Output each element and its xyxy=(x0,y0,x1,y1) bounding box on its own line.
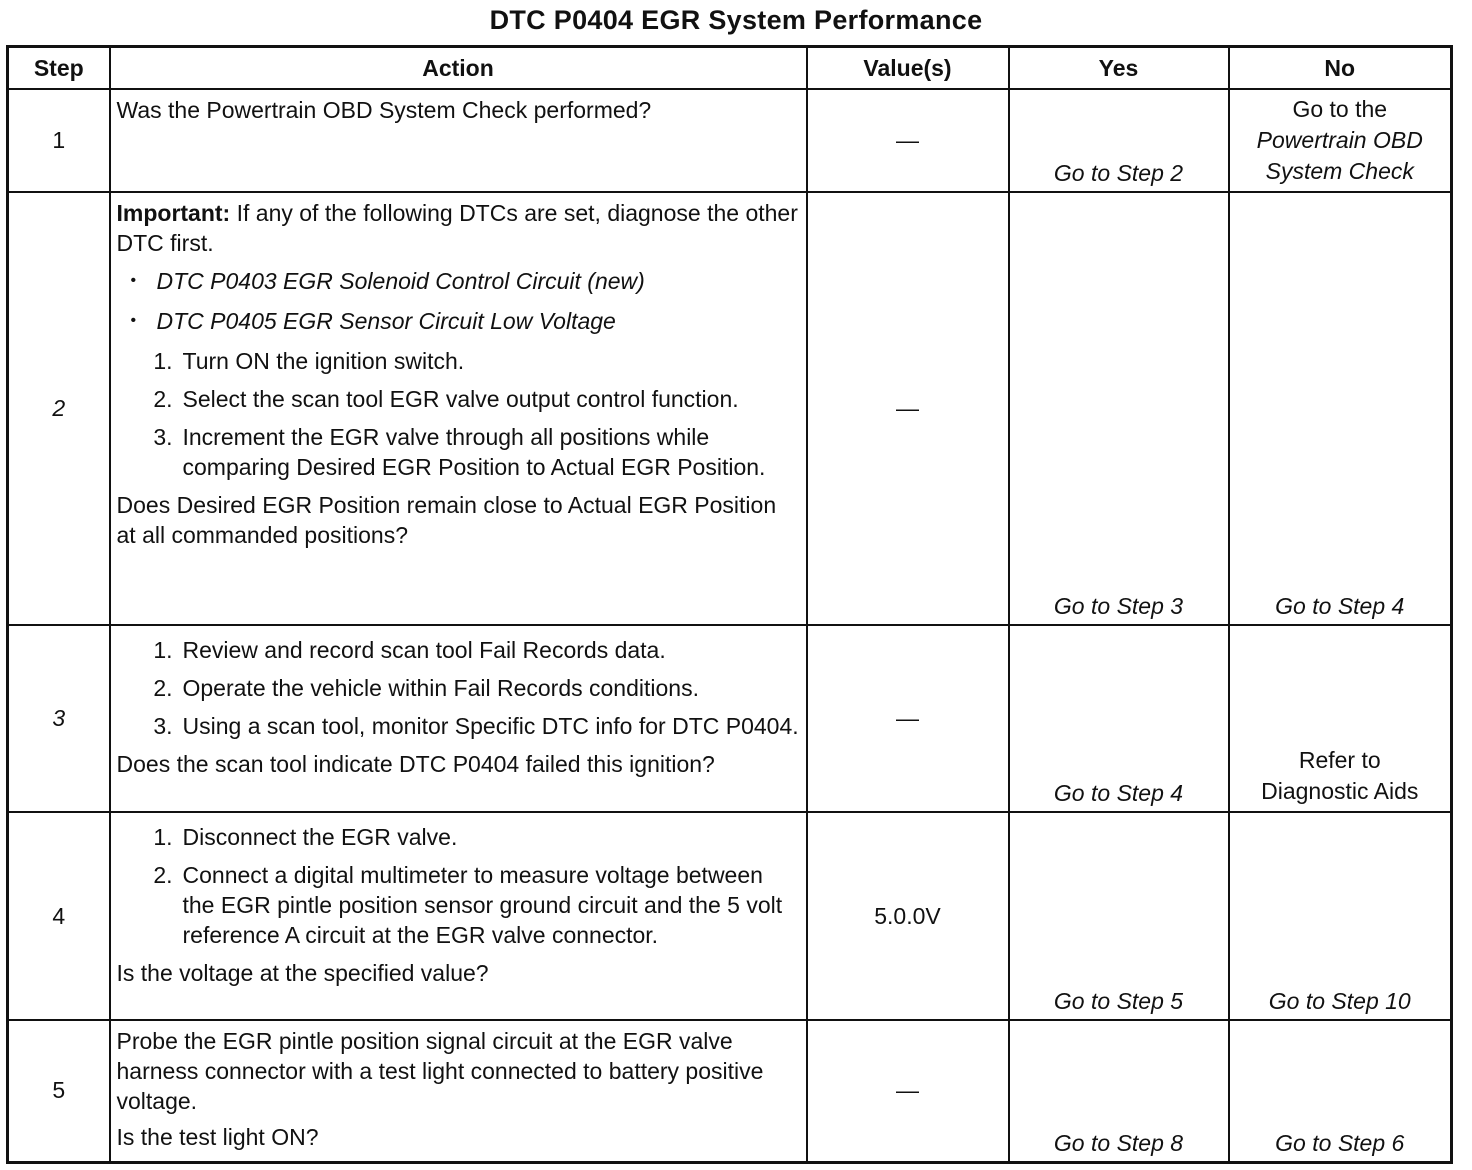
step-index: 3. xyxy=(153,713,173,739)
no-cell xyxy=(1229,89,1452,192)
table-row xyxy=(8,1020,1452,1162)
header-step: Step xyxy=(8,47,110,90)
value-cell: — xyxy=(807,89,1009,192)
step-number: 1 xyxy=(8,89,110,192)
step-index: 2. xyxy=(153,675,173,701)
important-text: If any of the following DTCs are set, diagnose the other DTC first. xyxy=(116,200,798,256)
no-line: Go to the xyxy=(1292,96,1388,122)
action-cell xyxy=(110,89,807,192)
procedure-list xyxy=(117,346,800,482)
procedure-list xyxy=(117,822,800,950)
yes-cell: Go to Step 2 xyxy=(1009,89,1229,192)
step-text: Using a scan tool, monitor Specific DTC info for DTC P0404. xyxy=(182,713,799,739)
question-text: Is the voltage at the specified value? xyxy=(116,960,489,986)
no-cell xyxy=(1229,625,1452,812)
step-number: 2 xyxy=(8,192,110,625)
list-item xyxy=(117,711,800,741)
table-row xyxy=(8,625,1452,812)
page-title: DTC P0404 EGR System Performance xyxy=(489,5,983,35)
question-text: Is the test light ON? xyxy=(116,1124,319,1150)
list-item xyxy=(117,384,800,414)
value-cell: — xyxy=(807,192,1009,625)
action-cell xyxy=(110,812,807,1020)
yes-cell: Go to Step 4 xyxy=(1009,625,1229,812)
header-values: Value(s) xyxy=(807,47,1009,90)
step-text: Disconnect the EGR valve. xyxy=(182,824,458,850)
important-note xyxy=(117,198,800,258)
no-cell: Go to Step 4 xyxy=(1229,192,1452,625)
step-index: 3. xyxy=(153,424,173,450)
step-index: 1. xyxy=(153,637,173,663)
header-yes: Yes xyxy=(1009,47,1229,90)
value-cell: 5.0.0V xyxy=(807,812,1009,1020)
step-index: 2. xyxy=(153,386,173,412)
important-label: Important: xyxy=(116,200,231,226)
step-number: 4 xyxy=(8,812,110,1020)
list-item xyxy=(117,346,800,376)
step-text: Increment the EGR valve through all positions while comparing Desired EGR Position to Actual EGR Position. xyxy=(182,424,766,480)
no-line: System Check xyxy=(1265,158,1414,184)
no-line: Refer to xyxy=(1298,747,1381,773)
yes-cell: Go to Step 8 xyxy=(1009,1020,1229,1162)
action-cell xyxy=(110,625,807,812)
no-cell: Go to Step 10 xyxy=(1229,812,1452,1020)
question-text: Does Desired EGR Position remain close to Actual EGR Position at all commanded positions? xyxy=(116,492,777,548)
table-row xyxy=(8,192,1452,625)
step-number: 5 xyxy=(8,1020,110,1162)
no-cell: Go to Step 6 xyxy=(1229,1020,1452,1162)
table-row xyxy=(8,812,1452,1020)
step-number: 3 xyxy=(8,625,110,812)
list-item xyxy=(117,635,800,665)
list-item: • DTC P0403 EGR Solenoid Control Circuit (new) xyxy=(157,266,800,296)
question-text: Does the scan tool indicate DTC P0404 failed this ignition? xyxy=(116,751,715,777)
step-text: Operate the vehicle within Fail Records conditions. xyxy=(182,675,699,701)
table-header-row xyxy=(8,47,1452,90)
action-text: Was the Powertrain OBD System Check performed? xyxy=(116,97,652,123)
step-text: Select the scan tool EGR valve output control function. xyxy=(182,386,739,412)
step-text: Connect a digital multimeter to measure voltage between the EGR pintle position sensor ground circuit and the 5 volt reference A circuit at the EGR valve connector. xyxy=(182,862,783,948)
header-no: No xyxy=(1229,47,1452,90)
diagnostic-table xyxy=(6,45,1453,1164)
action-cell xyxy=(110,192,807,625)
list-item xyxy=(117,860,800,950)
dtc-bullet-list xyxy=(117,266,800,336)
step-index: 2. xyxy=(153,862,173,888)
list-item xyxy=(117,673,800,703)
list-item: • DTC P0405 EGR Sensor Circuit Low Voltage xyxy=(157,306,800,336)
yes-cell: Go to Step 3 xyxy=(1009,192,1229,625)
header-action: Action xyxy=(110,47,807,90)
value-cell: — xyxy=(807,625,1009,812)
procedure-list xyxy=(117,635,800,741)
list-item xyxy=(117,422,800,482)
action-text: Probe the EGR pintle position signal circuit at the EGR valve harness connector with a test light connected to battery positive voltage. xyxy=(116,1028,764,1114)
action-cell xyxy=(110,1020,807,1162)
table-row xyxy=(8,89,1452,192)
value-cell: — xyxy=(807,1020,1009,1162)
step-text: Review and record scan tool Fail Records data. xyxy=(182,637,666,663)
step-index: 1. xyxy=(153,348,173,374)
no-line: Powertrain OBD xyxy=(1256,127,1423,153)
step-index: 1. xyxy=(153,824,173,850)
yes-cell: Go to Step 5 xyxy=(1009,812,1229,1020)
list-item xyxy=(117,822,800,852)
step-text: Turn ON the ignition switch. xyxy=(182,348,465,374)
no-line: Diagnostic Aids xyxy=(1261,778,1419,804)
